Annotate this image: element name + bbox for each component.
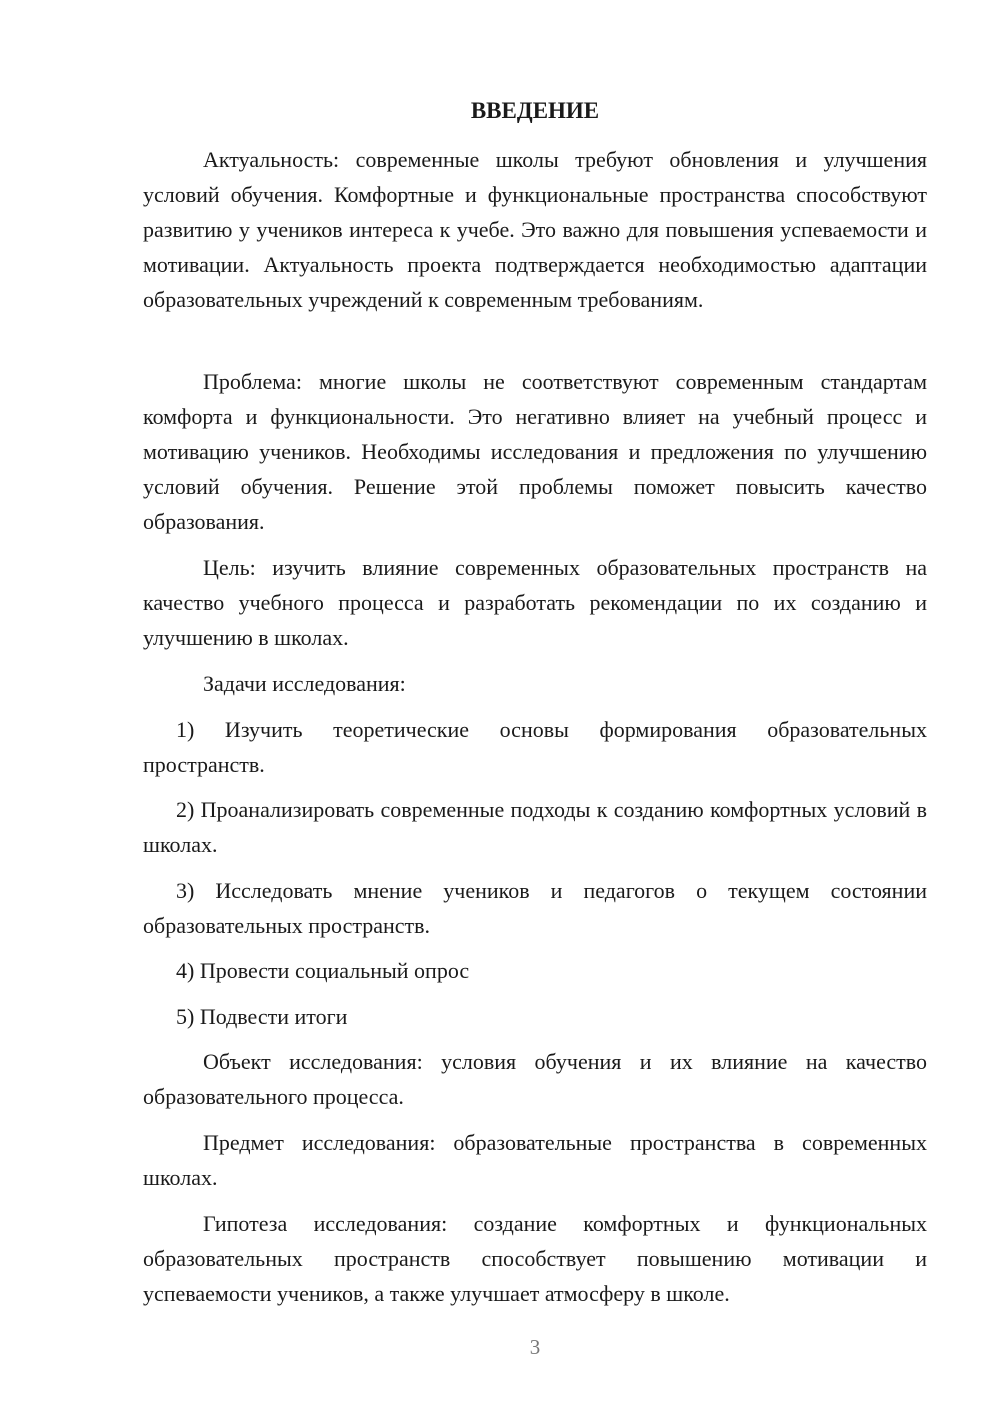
page-title: ВВЕДЕНИЕ [470,98,600,123]
paragraph-relevance: Актуальность: современные школы требуют обновления и улучшения условий обучения. Комфортные и функциональные пространства способствуют развитию у учеников интереса к учебе. Это важно для повышения успеваемости и мотивации. Актуальность проекта подтверждается необходимостью адаптации образовательных учреждений к современным требованиям. [143,147,927,312]
paragraph-problem: Проблема: многие школы не соответствуют современным стандартам комфорта и функциональности. Это негативно влияет на учебный процесс и мотивацию учеников. Необходимы исследования и предложения по улучшению условий обучения. Решение этой проблемы поможет повысить качество образования. [143,369,927,534]
paragraph-object: Объект исследования: условия обучения и их влияние на качество образовательного процесса. [143,1049,927,1109]
list-item: 1) Изучить теоретические основы формирования образовательных пространств. [143,717,927,777]
paragraph-subject: Предмет исследования: образовательные пространства в современных школах. [143,1130,927,1190]
list-item: 2) Проанализировать современные подходы к созданию комфортных условий в школах. [143,797,927,857]
paragraph-hypothesis: Гипотеза исследования: создание комфортных и функциональных образовательных пространств способствует повышению мотивации и успеваемости учеников, а также улучшает атмосферу в школе. [143,1211,927,1306]
list-item: 4) Провести социальный опрос [176,958,470,983]
list-item: 3) Исследовать мнение учеников и педагогов о текущем состоянии образовательных пространств. [143,878,927,938]
page-number: 3 [529,1335,541,1359]
list-item: 5) Подвести итоги [176,1004,348,1029]
paragraph-goal: Цель: изучить влияние современных образовательных пространств на качество учебного процесса и разработать рекомендации по их созданию и улучшению в школах. [143,555,927,650]
tasks-title: Задачи исследования: [203,671,406,696]
